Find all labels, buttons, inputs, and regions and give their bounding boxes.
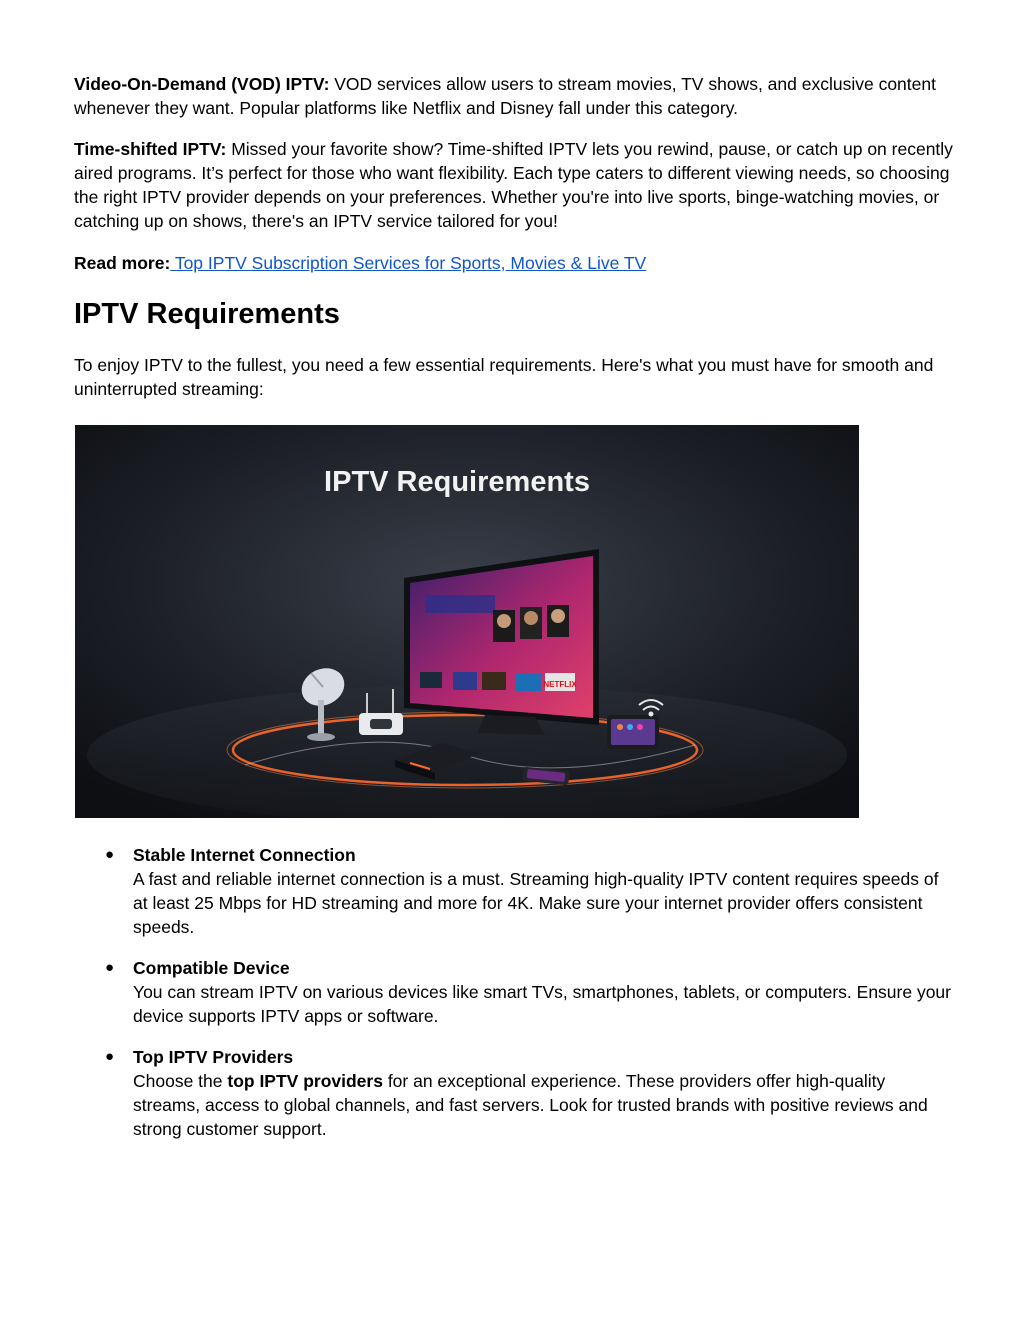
requirement-desc: A fast and reliable internet connection is a must. Streaming high-quality IPTV content requires speeds of at least 25 Mbps for HD streaming and more for 4K. Make sure your internet provider offers consistent speeds. bbox=[133, 869, 939, 937]
requirement-title: Top IPTV Providers bbox=[133, 1047, 294, 1067]
bullet-icon: ● bbox=[105, 1048, 115, 1065]
requirement-desc-before: Choose the bbox=[133, 1071, 228, 1091]
svg-text:NETFLIX: NETFLIX bbox=[543, 680, 577, 689]
requirement-title: Stable Internet Connection bbox=[133, 845, 356, 865]
top-iptv-providers-emphasis: top IPTV providers bbox=[227, 1071, 383, 1091]
bullet-icon: ● bbox=[105, 959, 115, 976]
requirement-desc-after: for an exceptional experience. These providers offer high-quality streams, access to global channels, and fast servers. Look for trusted brands with positive reviews and strong customer support. bbox=[133, 1071, 928, 1139]
requirement-desc: You can stream IPTV on various devices like smart TVs, smartphones, tablets, or computers. Ensure your device supports IPTV apps or software. bbox=[133, 982, 951, 1026]
section-intro: To enjoy IPTV to the fullest, you need a few essential requirements. Here's what you must have for smooth and uninterrupted streaming: bbox=[74, 355, 934, 399]
time-shifted-label: Time-shifted IPTV: bbox=[74, 139, 227, 159]
vod-text: VOD services allow users to stream movies, TV shows, and exclusive content whenever they want. Popular platforms like Netflix and Disney fall under this category. bbox=[74, 74, 936, 118]
time-shifted-paragraph bbox=[74, 137, 954, 233]
read-more-paragraph bbox=[74, 251, 954, 275]
hero-title: IPTV Requirements bbox=[324, 466, 590, 498]
tablet-icon bbox=[607, 715, 659, 749]
list-item bbox=[74, 956, 954, 1028]
list-item bbox=[74, 1045, 954, 1141]
tv-icon bbox=[404, 549, 599, 735]
requirement-title: Compatible Device bbox=[133, 958, 290, 978]
time-shifted-text: Missed your favorite show? Time-shifted IPTV lets you rewind, pause, or catch up on recently aired programs. It’s perfect for those who want flexibility. Each type caters to different viewing needs, so choosing the right IPTV provider depends on your preferences. Whether you're into live sports, binge-watching movies, or catching up on shows, there's an IPTV service tailored for you! bbox=[74, 139, 953, 231]
vod-label: Video-On-Demand (VOD) IPTV: bbox=[74, 74, 330, 94]
section-heading: IPTV Requirements bbox=[74, 298, 340, 330]
bullet-icon: ● bbox=[105, 846, 115, 863]
read-more-label: Read more: bbox=[74, 253, 171, 273]
list-item bbox=[74, 843, 954, 939]
read-more-link[interactable]: Top IPTV Subscription Services for Sports, Movies & Live TV bbox=[170, 253, 647, 273]
requirement-desc bbox=[133, 1069, 954, 1141]
vod-paragraph bbox=[74, 72, 954, 120]
iptv-requirements-image bbox=[75, 425, 859, 818]
requirements-list bbox=[74, 843, 954, 1158]
